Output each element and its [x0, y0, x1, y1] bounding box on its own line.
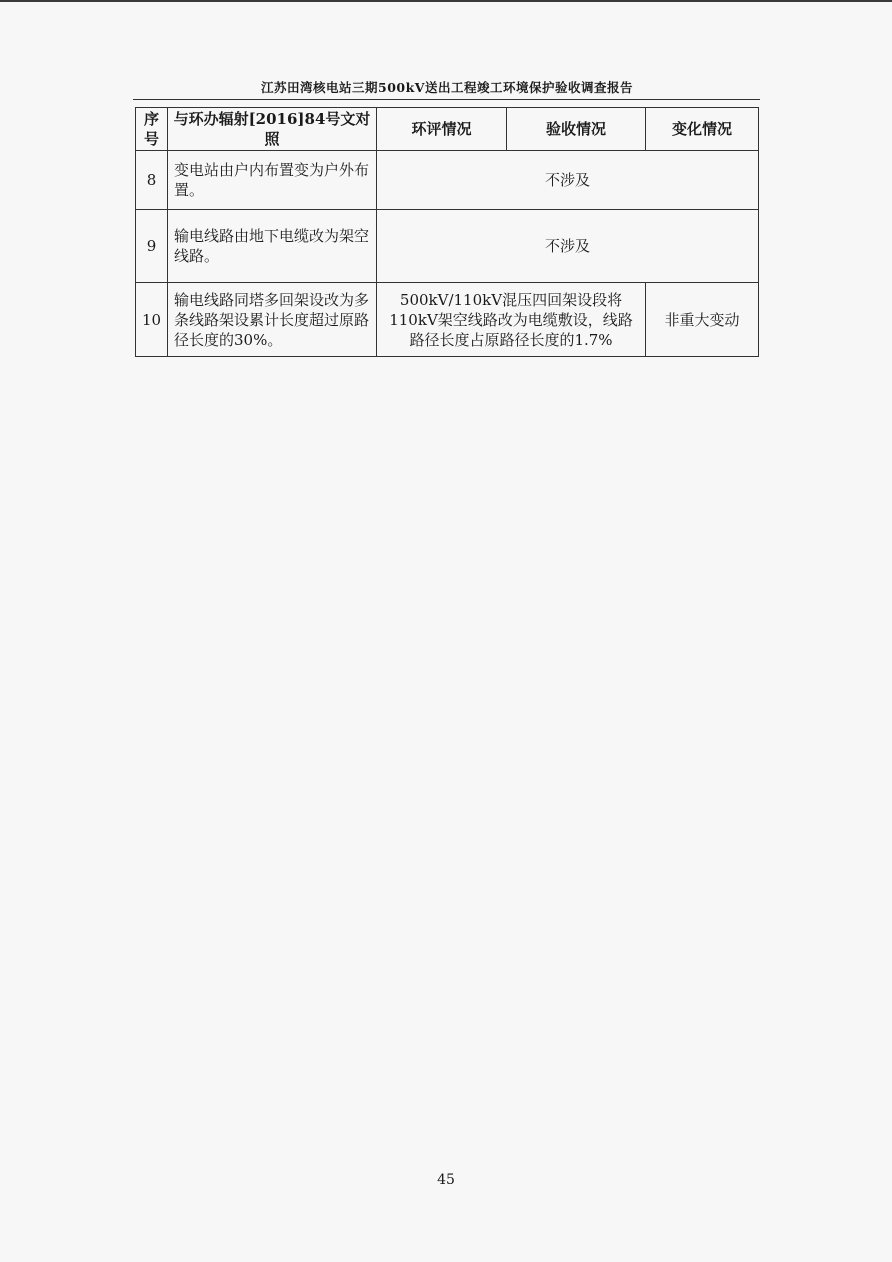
column-header-seq-line2: 号: [143, 130, 159, 148]
row-reference: 输电线路同塔多回架设改为多条线路架设累计长度超过原路径长度的30%。: [168, 283, 377, 357]
column-header-acceptance: 验收情况: [507, 108, 646, 151]
column-header-eia: 环评情况: [377, 108, 507, 151]
row-reference: 输电线路由地下电缆改为架空线路。: [168, 210, 377, 283]
row-situation: 500kV/110kV混压四回架设段将110kV架空线路改为电缆敷设，线路路径长度占原路径长度的1.7%: [377, 283, 646, 357]
column-header-change: 变化情况: [646, 108, 759, 151]
table-row: [136, 210, 759, 283]
comparison-table: [135, 107, 759, 357]
column-header-seq-line1: 序: [143, 110, 159, 128]
report-header-title: 江苏田湾核电站三期500kV送出工程竣工环境保护验收调查报告: [261, 80, 633, 95]
header-divider: [133, 99, 760, 100]
row-change: 非重大变动: [646, 283, 759, 357]
table-row: [136, 151, 759, 210]
column-header-seq: [136, 108, 168, 151]
table-row: [136, 283, 759, 357]
row-reference: 变电站由户内布置变为户外布置。: [168, 151, 377, 210]
table-header-row: [136, 108, 759, 151]
row-merged-status: 不涉及: [377, 151, 759, 210]
page-number: 45: [437, 1172, 455, 1188]
column-header-reference: 与环办辐射[2016]84号文对照: [168, 108, 377, 151]
row-merged-status: 不涉及: [377, 210, 759, 283]
row-seq: 10: [136, 283, 168, 357]
page-top-border: [0, 0, 892, 2]
row-seq: 9: [136, 210, 168, 283]
row-seq: 8: [136, 151, 168, 210]
